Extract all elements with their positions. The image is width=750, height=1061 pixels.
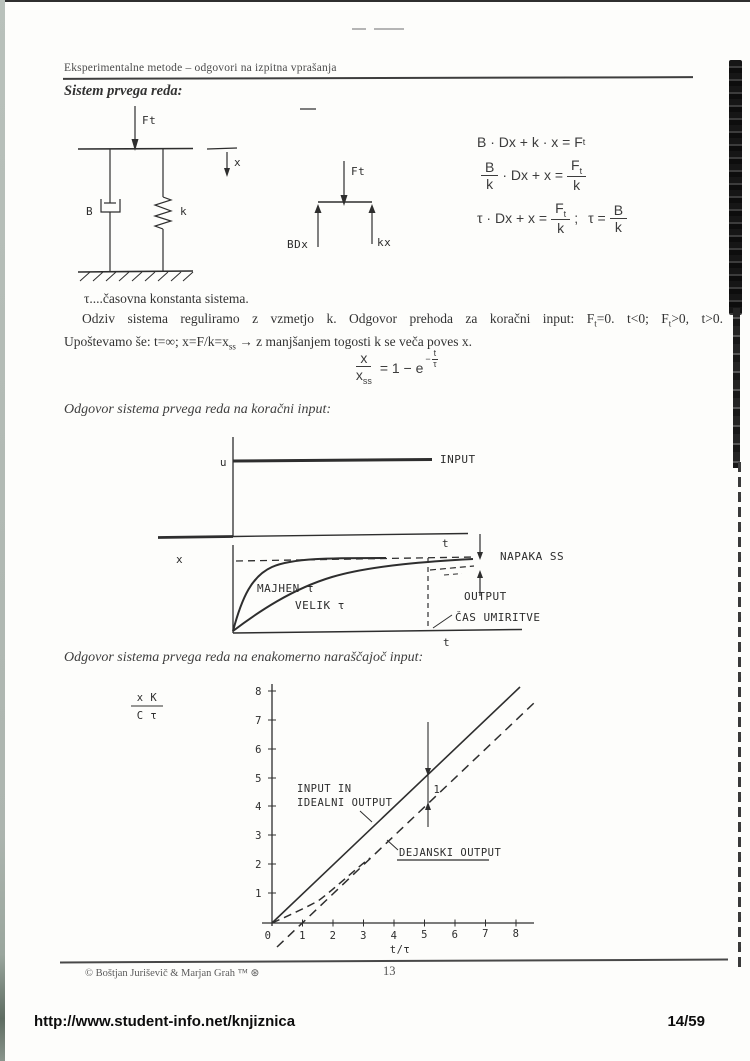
y-axis-title — [131, 692, 163, 722]
scan-binding-line — [738, 462, 741, 967]
free-body-diagram — [287, 161, 391, 251]
fbd-force-label: Ft — [351, 165, 366, 178]
copyright-text: © Boštjan Juriševič & Marjan Grah ™ ⊛ — [85, 968, 260, 979]
input-curve-label: INPUT — [440, 453, 476, 466]
axes — [255, 684, 534, 956]
governing-equations — [477, 134, 631, 243]
page-number: 13 — [383, 964, 396, 978]
svg-text:2: 2 — [255, 859, 262, 871]
damper-label: B — [86, 205, 94, 218]
steady-state-error-label: NAPAKA SS — [500, 550, 565, 563]
settling-time-label: ČAS UMIRITVE — [455, 611, 541, 624]
svg-text:5: 5 — [255, 773, 262, 785]
actual-output-curve — [272, 858, 370, 923]
input-axis-label: u — [219, 456, 227, 469]
equation-1: B · Dx + k · x = F t — [477, 134, 586, 150]
damper-symbol — [86, 149, 120, 271]
scan-top-edge — [0, 0, 750, 2]
displacement-label: x — [234, 156, 242, 169]
scan-left-edge — [0, 0, 5, 1061]
svg-text:4: 4 — [390, 930, 398, 942]
lag-gap-label: 1 — [433, 784, 441, 796]
input-plot — [158, 437, 476, 550]
y-axis-numerator: x K — [136, 692, 158, 704]
sheet-number: 14/59 — [667, 1013, 705, 1030]
page-header: Eksperimentalne metode – odgovori na izpitna vprašanja — [64, 62, 337, 74]
applied-force-arrow — [132, 106, 157, 151]
actual-output-asymptote — [277, 703, 534, 947]
output-time-axis-label: t — [443, 636, 451, 649]
svg-text:3: 3 — [255, 830, 262, 842]
ground-hatching — [78, 271, 193, 281]
large-tau-curve — [233, 559, 473, 631]
mass-bar — [78, 149, 193, 150]
output-axis-label: x — [176, 553, 184, 566]
scan-smudge — [374, 28, 404, 30]
ramp-response-figure — [100, 678, 560, 963]
ideal-output-annotation — [297, 783, 393, 822]
y-axis-denominator: C τ — [136, 710, 158, 722]
x-axis-title: t/τ — [389, 944, 411, 956]
tau-definition: τ....časovna konstanta sistema. — [84, 291, 249, 306]
svg-text:4: 4 — [255, 801, 262, 813]
output-plot — [176, 534, 564, 649]
small-tau-label: MAJHEN τ — [257, 582, 314, 595]
output-curve-label: OUTPUT — [464, 590, 507, 603]
section1-title: Odgovor sistema prvega reda na koračni input: — [64, 402, 331, 417]
step-response-formula: $\frac{x}{x_{ss}}$ = 1 − e − $\frac{t}{\tau}$ — [355, 347, 437, 386]
svg-text:0: 0 — [264, 930, 272, 942]
svg-text:6: 6 — [255, 744, 262, 756]
force-label: Ft — [142, 114, 157, 127]
svg-text:INPUT IN: INPUT IN — [297, 783, 352, 795]
step-response-figure — [150, 428, 650, 650]
fbd-damper-force-label: BDx — [287, 238, 309, 251]
large-tau-label: VELIK τ — [295, 599, 345, 612]
header-rule — [63, 76, 693, 79]
input-time-axis-label: t — [442, 537, 450, 550]
body-paragraph — [64, 308, 723, 355]
mechanical-system-diagram — [60, 95, 410, 295]
scan-binding-band — [733, 308, 740, 468]
equation-3: τ · Dx + x = $\frac{F_t}{k}$ ; τ = $\frac{B}{k}$ — [477, 200, 631, 236]
paragraph-line-1: Odziv sistema reguliramo z vzmetjo k. Odgovor prehoda za koračni input: $F_t=0$. t<0; $F_t>0$, t>0. — [82, 311, 723, 329]
svg-text:7: 7 — [255, 715, 262, 727]
svg-text:2: 2 — [329, 930, 337, 942]
svg-text:DEJANSKI OUTPUT: DEJANSKI OUTPUT — [399, 847, 502, 859]
actual-output-annotation — [387, 840, 502, 860]
y-tick-labels — [255, 686, 262, 900]
displacement-reference — [207, 148, 241, 177]
svg-text:5: 5 — [421, 929, 428, 941]
svg-text:IDEALNI OUTPUT: IDEALNI OUTPUT — [297, 797, 393, 809]
svg-text:8: 8 — [255, 686, 262, 698]
svg-text:1: 1 — [255, 888, 262, 900]
equation-2: $\frac{B}{k}$ · Dx + x = $\frac{F_t}{k}$ — [477, 157, 631, 193]
source-url: http://www.student-info.net/knjiznica — [34, 1013, 296, 1030]
page-title: Sistem prvega reda: — [64, 83, 183, 99]
fbd-spring-force-label: kx — [377, 236, 392, 249]
paragraph-line-2: Upoštevamo še: t=∞; $x=F/k=x_{ss} \to z$ manjšanjem togosti k se veča poves x. — [64, 334, 473, 352]
svg-text:8: 8 — [512, 928, 520, 940]
scan-smudge — [352, 28, 366, 30]
x-tick-labels — [265, 928, 520, 942]
scan-binding-band — [729, 60, 742, 315]
section2-title: Odgovor sistema prvega reda na enakomerno naraščajoč input: — [64, 650, 424, 665]
svg-text:1: 1 — [299, 930, 306, 942]
spring-label: k — [180, 205, 188, 218]
spring-symbol — [155, 149, 187, 271]
svg-text:7: 7 — [482, 928, 489, 940]
svg-text:6: 6 — [451, 929, 459, 941]
steady-state-error-indicator — [477, 534, 483, 596]
svg-text:3: 3 — [360, 930, 367, 942]
